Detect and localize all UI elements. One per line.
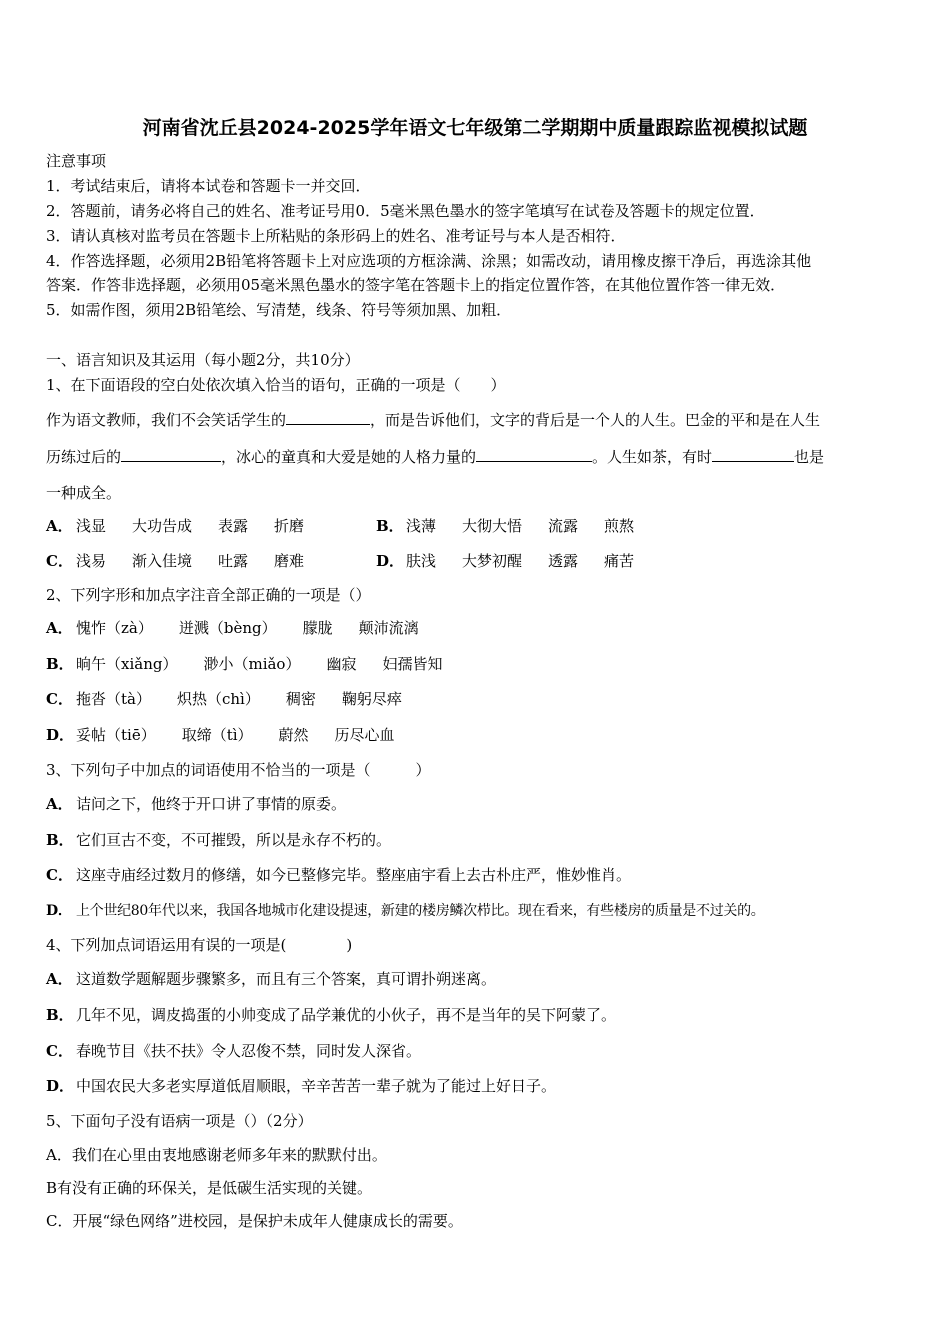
option-a bbox=[46, 794, 346, 814]
notice-item: 5．如需作图，须用2B铅笔绘、写清楚，线条、符号等须加黑、加粗． bbox=[46, 301, 512, 319]
option-word: 肤浅 bbox=[406, 552, 437, 570]
option-text: 中国农民大多老实厚道低眉顺眼，辛辛苦苦一辈子就为了能过上好日子。 bbox=[76, 1077, 557, 1095]
option-word: 颠沛流漓 bbox=[358, 619, 419, 637]
option-word: 煎熬 bbox=[604, 517, 635, 535]
section-heading: 一、语言知识及其运用（每小题2分，共10分） bbox=[46, 351, 360, 369]
option-word: 炽热（chì） bbox=[176, 690, 260, 708]
question-2-stem: 2、下列字形和加点字注音全部正确的一项是（） bbox=[46, 586, 371, 604]
option-label: C． bbox=[46, 552, 73, 570]
option-c bbox=[46, 689, 402, 709]
option-b bbox=[46, 1005, 616, 1025]
option-text: 这座寺庙经过数月的修缮，如今已整修完毕。整座庙宇看上去古朴庄严，惟妙惟肖。 bbox=[76, 866, 632, 884]
notice-item: 3．请认真核对监考员在答题卡上所粘贴的条形码上的姓名、准考证号与本人是否相符． bbox=[46, 227, 626, 245]
fill-blank bbox=[712, 446, 794, 462]
option-word: 表露 bbox=[218, 517, 249, 535]
question-1-passage-line bbox=[46, 409, 820, 430]
option-label: D． bbox=[46, 903, 72, 919]
option-word: 取缔（tì） bbox=[181, 726, 253, 744]
passage-text: ，而是告诉他们，文字的背后是一个人的人生。巴金的平和是在人生 bbox=[370, 411, 821, 429]
option-word: 浅薄 bbox=[406, 517, 437, 535]
notice-heading: 注意事项 bbox=[46, 152, 107, 170]
option-label: A． bbox=[46, 619, 73, 637]
option-word: 愧怍（zà） bbox=[76, 619, 153, 637]
question-1-options-row bbox=[46, 551, 634, 571]
option-label: D． bbox=[46, 726, 75, 744]
option-label: A． bbox=[46, 795, 73, 813]
option-word: 痛苦 bbox=[604, 552, 635, 570]
option-c bbox=[46, 1041, 421, 1061]
option-word: 流露 bbox=[548, 517, 579, 535]
option-label: D． bbox=[376, 552, 405, 570]
passage-text: 历练过后的 bbox=[46, 448, 122, 466]
notice-item: 1．考试结束后，请将本试卷和答题卡一并交回． bbox=[46, 177, 371, 195]
option-word: 浅显 bbox=[76, 517, 107, 535]
option-label: B． bbox=[46, 831, 74, 849]
option-text: 上个世纪80年代以来，我国各地城市化建设提速，新建的楼房鳞次栉比。现在看来，有些楼房的质量是不过关的。 bbox=[76, 903, 765, 919]
option-label: C． bbox=[46, 866, 73, 884]
option-word: 浅易 bbox=[76, 552, 107, 570]
option-text: 几年不见，调皮捣蛋的小帅变成了品学兼优的小伙子，再不是当年的吴下阿蒙了。 bbox=[76, 1006, 617, 1024]
option-word: 拖沓（tà） bbox=[76, 690, 151, 708]
option-a bbox=[46, 516, 376, 536]
option-text: 春晚节目《扶不扶》令人忍俊不禁，同时发人深省。 bbox=[76, 1042, 422, 1060]
option-b bbox=[46, 654, 443, 674]
option-word: 迸溅（bèng） bbox=[178, 619, 277, 637]
option-label: A． bbox=[46, 517, 73, 535]
option-word: 大梦初醒 bbox=[462, 552, 523, 570]
option-word: 渺小（miǎo） bbox=[203, 655, 301, 673]
option-label: A． bbox=[46, 970, 73, 988]
option-c bbox=[46, 551, 376, 571]
option-word: 渐入佳境 bbox=[132, 552, 193, 570]
page-title: 河南省沈丘县2024-2025学年语文七年级第二学期期中质量跟踪监视模拟试题 bbox=[142, 117, 808, 139]
fill-blank bbox=[121, 446, 221, 462]
option-line: B有没有正确的环保关，是低碳生活实现的关键。 bbox=[46, 1179, 373, 1197]
option-d bbox=[46, 901, 765, 921]
option-label: D． bbox=[46, 1077, 75, 1095]
passage-text: 也是 bbox=[794, 448, 825, 466]
option-label: B． bbox=[376, 517, 404, 535]
question-3-stem: 3、下列句子中加点的词语使用不恰当的一项是（ ） bbox=[46, 761, 431, 779]
notice-item: 答案．作答非选择题，必须用05毫米黑色墨水的签字笔在答题卡上的指定位置作答，在其他位置作答一律无效． bbox=[46, 276, 786, 294]
option-word: 晌午（xiǎng） bbox=[76, 655, 178, 673]
option-line: C．开展“绿色网络”进校园，是保护未成年人健康成长的需要。 bbox=[46, 1212, 463, 1230]
option-label: C． bbox=[46, 690, 73, 708]
question-1-passage-line: 一种成全。 bbox=[46, 484, 122, 502]
option-word: 大彻大悟 bbox=[462, 517, 523, 535]
option-a bbox=[46, 618, 419, 638]
option-word: 大功告成 bbox=[132, 517, 193, 535]
option-a bbox=[46, 969, 496, 989]
question-1-stem: 1、在下面语段的空白处依次填入恰当的语句，正确的一项是（ ） bbox=[46, 376, 506, 394]
option-text: 诘问之下，他终于开口讲了事情的原委。 bbox=[76, 795, 347, 813]
option-word: 幽寂 bbox=[326, 655, 357, 673]
option-word: 妥帖（tiē） bbox=[76, 726, 156, 744]
question-1-passage-line bbox=[46, 446, 824, 467]
option-word: 妇孺皆知 bbox=[382, 655, 443, 673]
option-word: 磨难 bbox=[274, 552, 305, 570]
option-word: 吐露 bbox=[218, 552, 249, 570]
question-4-stem: 4、下列加点词语运用有误的一项是( ) bbox=[46, 936, 353, 954]
passage-text: 作为语文教师，我们不会笑话学生的 bbox=[46, 411, 287, 429]
option-text: 它们亘古不变，不可摧毁，所以是永存不朽的。 bbox=[76, 831, 392, 849]
option-word: 折磨 bbox=[274, 517, 305, 535]
notice-item: 2．答题前，请务必将自己的姓名、准考证号用0．5毫米黑色墨水的签字笔填写在试卷及答题卡的规定位置． bbox=[46, 202, 765, 220]
option-d bbox=[46, 725, 395, 745]
option-b bbox=[46, 830, 391, 850]
option-word: 稠密 bbox=[285, 690, 316, 708]
fill-blank bbox=[476, 446, 592, 462]
option-b bbox=[376, 516, 634, 536]
notice-item: 4．作答选择题，必须用2B铅笔将答题卡上对应选项的方框涂满、涂黑；如需改动，请用橡皮擦干净后，再选涂其他 bbox=[46, 252, 812, 270]
option-word: 鞠躬尽瘁 bbox=[341, 690, 402, 708]
option-text: 这道数学题解题步骤繁多，而且有三个答案，真可谓扑朔迷离。 bbox=[76, 970, 497, 988]
passage-text: ，冰心的童真和大爱是她的人格力量的 bbox=[221, 448, 477, 466]
option-c bbox=[46, 865, 631, 885]
question-1-options-row bbox=[46, 516, 634, 536]
option-word: 蔚然 bbox=[278, 726, 309, 744]
option-label: C． bbox=[46, 1042, 73, 1060]
passage-text: 。人生如茶，有时 bbox=[592, 448, 713, 466]
option-word: 朦胧 bbox=[302, 619, 333, 637]
option-label: B． bbox=[46, 1006, 74, 1024]
option-label: B． bbox=[46, 655, 74, 673]
option-d bbox=[46, 1076, 556, 1096]
option-word: 历尽心血 bbox=[334, 726, 395, 744]
option-d bbox=[376, 551, 634, 571]
option-word: 透露 bbox=[548, 552, 579, 570]
question-5-stem: 5、下面句子没有语病一项是（）（2分） bbox=[46, 1112, 313, 1130]
fill-blank bbox=[286, 409, 370, 425]
option-line: A．我们在心里由衷地感谢老师多年来的默默付出。 bbox=[46, 1146, 387, 1164]
